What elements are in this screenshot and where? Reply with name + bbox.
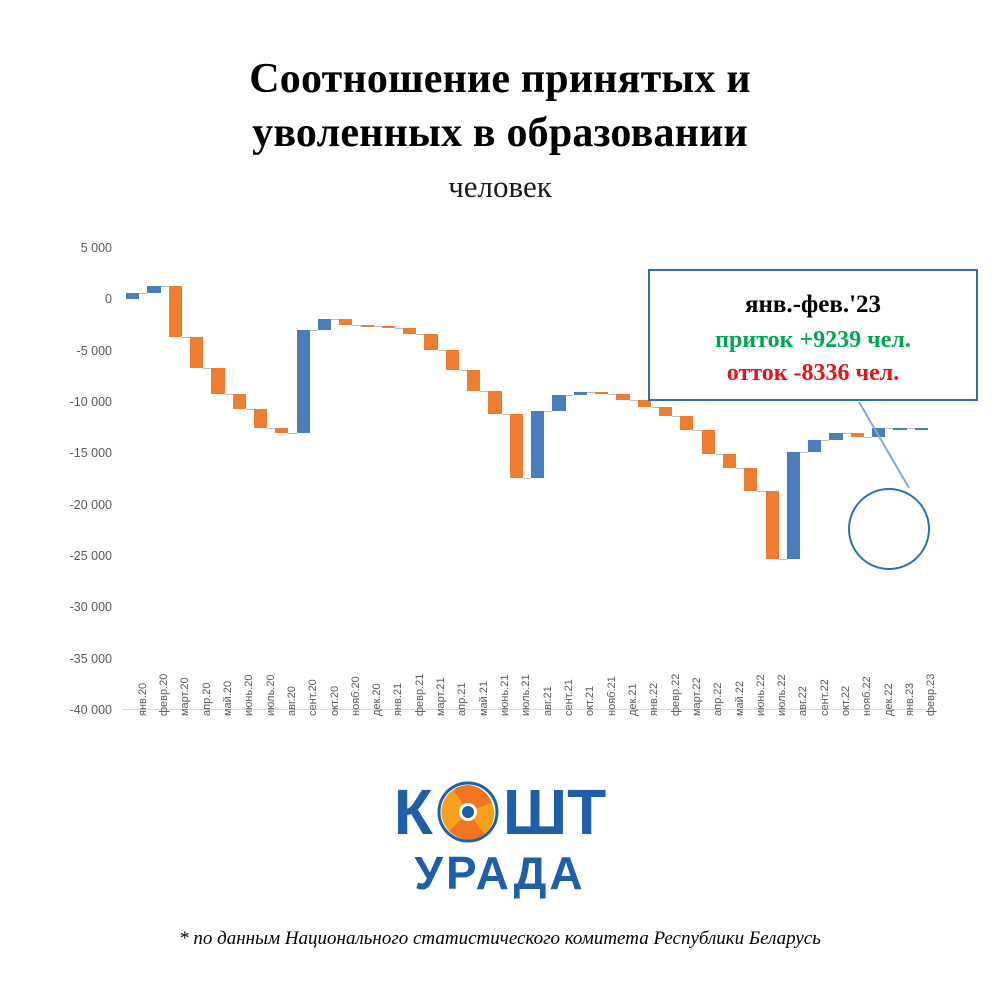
x-axis-tick-label: сент.21 xyxy=(562,679,575,716)
page-title-line-1: Соотношение принятых и xyxy=(249,56,751,102)
chart-bar xyxy=(147,286,160,293)
chart-bar xyxy=(446,350,459,371)
waterfall-connector xyxy=(502,414,510,415)
x-axis-tick-label: июнь.20 xyxy=(243,674,256,716)
chart-subtitle: человек xyxy=(448,169,552,204)
x-axis-tick-label: дек.22 xyxy=(882,683,895,716)
y-axis-tick-label: -10 000 xyxy=(69,395,112,409)
waterfall-connector xyxy=(459,370,467,371)
x-axis-tick-label: май.21 xyxy=(477,680,490,716)
chart-bar xyxy=(616,394,629,400)
chart-bar xyxy=(574,392,587,395)
waterfall-connector xyxy=(161,286,169,287)
callout-outflow: отток -8336 чел. xyxy=(726,360,900,386)
waterfall-connector xyxy=(395,328,403,329)
chart-bar xyxy=(766,491,779,559)
annotation-callout xyxy=(648,269,978,401)
x-axis-tick-label: февр.21 xyxy=(413,673,426,716)
chart-bar xyxy=(297,330,310,433)
waterfall-connector xyxy=(587,392,595,393)
title-block xyxy=(0,52,1000,208)
x-axis-tick-label: февр.23 xyxy=(925,673,938,716)
logo-main-row xyxy=(0,776,1000,848)
waterfall-connector xyxy=(757,491,765,492)
waterfall-connector xyxy=(544,411,552,412)
callout-highlight-circle xyxy=(848,488,930,570)
x-axis-tick-label: сент.20 xyxy=(307,679,320,716)
x-axis-tick-label: июль.22 xyxy=(776,674,789,716)
waterfall-connector xyxy=(651,407,659,408)
waterfall-connector xyxy=(374,326,382,327)
waterfall-connector xyxy=(352,325,360,326)
x-axis-tick-label: июль.20 xyxy=(264,674,277,716)
waterfall-connector xyxy=(566,395,574,396)
x-axis-tick-label: янв.20 xyxy=(136,682,149,716)
x-axis-tick-label: дек.21 xyxy=(626,683,639,716)
x-axis-tick-label: дек.20 xyxy=(371,683,384,716)
waterfall-connector xyxy=(693,430,701,431)
waterfall-connector xyxy=(715,454,723,455)
page-title-line-2: уволенных в образовании xyxy=(252,110,748,156)
x-axis-tick-label: февр.22 xyxy=(669,673,682,716)
y-axis-tick-label: -20 000 xyxy=(69,497,112,512)
waterfall-connector xyxy=(331,319,339,320)
x-axis-tick-label: март.21 xyxy=(435,677,448,716)
x-axis-tick-label: июнь.22 xyxy=(754,674,767,716)
x-axis-tick-label: нояб.20 xyxy=(349,676,362,716)
x-axis-tick-label: март.20 xyxy=(179,677,192,716)
waterfall-connector xyxy=(779,559,787,560)
chart-bar xyxy=(702,430,715,455)
waterfall-connector xyxy=(203,368,211,369)
x-axis-tick-label: окт.21 xyxy=(584,685,597,716)
y-axis-tick-label: -25 000 xyxy=(69,549,112,563)
waterfall-connector xyxy=(139,293,147,294)
chart-bar xyxy=(233,394,246,409)
x-axis-tick-label: янв.23 xyxy=(904,682,917,716)
x-axis-tick-label: март.22 xyxy=(690,677,703,716)
waterfall-connector xyxy=(736,468,744,469)
callout-title: янв.-фев.'23 xyxy=(744,291,882,318)
y-axis-tick-label: 0 xyxy=(105,292,112,307)
callout-leader-line xyxy=(857,400,917,492)
x-axis-tick-label: авг.22 xyxy=(797,686,810,716)
y-axis-tick-label: -15 000 xyxy=(69,446,112,461)
x-axis-tick-label: авг.21 xyxy=(541,686,554,716)
chart-bar xyxy=(467,370,480,391)
x-axis-tick-label: янв.21 xyxy=(392,682,405,716)
waterfall-connector xyxy=(800,452,808,453)
waterfall-connector xyxy=(608,394,616,395)
x-axis-tick-label: июль.21 xyxy=(520,674,533,716)
chart-bar xyxy=(510,414,523,478)
chart-bar xyxy=(126,293,139,299)
x-axis-tick-label: апр.20 xyxy=(200,682,213,716)
x-axis-tick-label: февр.20 xyxy=(157,673,170,716)
waterfall-connector xyxy=(672,416,680,417)
logo-letters-sht: ШТ xyxy=(502,776,607,848)
x-axis-tick-label: май.22 xyxy=(733,680,746,716)
waterfall-connector xyxy=(288,433,296,434)
chart-bar xyxy=(787,452,800,559)
waterfall-connector xyxy=(246,409,254,410)
chart-bar xyxy=(552,395,565,411)
waterfall-connector xyxy=(821,440,829,441)
x-axis-tick-label: авг.20 xyxy=(285,686,298,716)
chart-bar xyxy=(638,400,651,407)
waterfall-connector xyxy=(630,400,638,401)
x-axis-tick-label: май.20 xyxy=(221,680,234,716)
waterfall-connector xyxy=(267,428,275,429)
y-axis-tick-label: -40 000 xyxy=(69,703,112,717)
waterfall-connector xyxy=(438,350,446,351)
waterfall-connector xyxy=(480,391,488,392)
y-axis-tick-label: -35 000 xyxy=(69,651,112,666)
logo-subtitle: УРАДА xyxy=(414,847,586,899)
x-axis-tick-label: сент.22 xyxy=(818,679,831,716)
logo-coin-icon xyxy=(437,781,499,843)
chart-bar xyxy=(361,325,374,327)
chart-bar xyxy=(382,326,395,328)
chart-bar xyxy=(211,368,224,394)
chart-bar xyxy=(829,433,842,440)
chart-bar xyxy=(169,286,182,337)
y-axis-tick-label: 5 000 xyxy=(80,241,112,255)
chart-bar xyxy=(680,416,693,429)
chart-bar xyxy=(339,319,352,325)
waterfall-connector xyxy=(843,433,851,434)
x-axis-tick-label: янв.22 xyxy=(648,682,661,716)
x-axis-tick-label: апр.22 xyxy=(712,682,725,716)
chart-bar xyxy=(595,392,608,394)
waterfall-connector xyxy=(416,334,424,335)
logo-block xyxy=(0,776,1000,900)
x-axis-tick-label: нояб.22 xyxy=(861,676,874,716)
chart-bar xyxy=(531,411,544,478)
waterfall-connector xyxy=(310,330,318,331)
chart-bar xyxy=(723,454,736,467)
waterfall-connector xyxy=(225,394,233,395)
callout-inflow: приток +9239 чел. xyxy=(715,327,911,353)
waterfall-connector xyxy=(523,478,531,479)
waterfall-connector xyxy=(182,337,190,338)
x-axis-tick-label: нояб.21 xyxy=(605,676,618,716)
logo-letter-k: К xyxy=(393,776,433,848)
chart-bar xyxy=(403,328,416,334)
chart-bar xyxy=(808,440,821,452)
chart-bar xyxy=(190,337,203,368)
x-axis-tick-label: апр.21 xyxy=(456,682,469,716)
x-axis-tick-label: окт.20 xyxy=(328,685,341,716)
chart-bar xyxy=(254,409,267,427)
x-axis-tick-label: окт.22 xyxy=(840,685,853,716)
chart-bar xyxy=(488,391,501,415)
source-footnote: * по данным Национального статистического комитета Республики Беларусь xyxy=(179,928,821,949)
chart-bar xyxy=(275,428,288,433)
chart-bar xyxy=(744,468,757,492)
y-axis-tick-label: -30 000 xyxy=(69,600,112,615)
y-axis-tick-label: -5 000 xyxy=(76,343,112,358)
chart-bar xyxy=(424,334,437,349)
chart-bar xyxy=(659,407,672,416)
chart-bar xyxy=(318,319,331,330)
x-axis-tick-label: июнь.21 xyxy=(499,674,512,716)
